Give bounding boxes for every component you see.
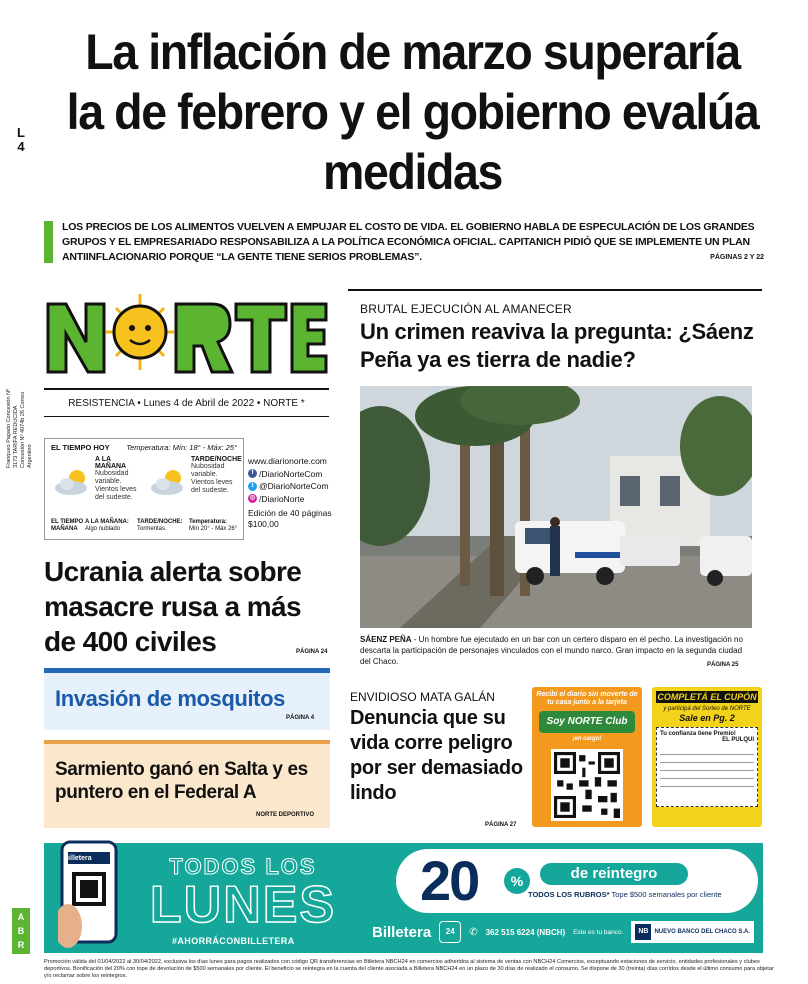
- tomorrow-temp-label: Temperatura:: [189, 519, 227, 525]
- coupon-text: Tu confianza tiene Premio!: [660, 731, 736, 737]
- morning-desc: Nubosidad variable. Vientos leves del sudeste.: [95, 470, 137, 501]
- main-headline[interactable]: La inflación de marzo superaría la de febrero y el gobierno evalúa medidas: [66, 24, 759, 200]
- tomorrow-morning-label: A LA MAÑANA:: [85, 519, 129, 525]
- tomorrow-evening-label: TARDE/NOCHE:: [137, 519, 183, 525]
- qr-code-icon[interactable]: [551, 749, 623, 821]
- tomorrow-evening: Tormentas.: [137, 526, 167, 532]
- banner-rubros: [528, 890, 722, 899]
- weather-title: EL TIEMPO HOY: [51, 443, 110, 452]
- postal-permit: Franqueo Pagado Concesión Nº 3173 TARIFA REDUCIDA Concesión Nº 4074b 26 Correo Argentino: [6, 388, 33, 468]
- club-promo[interactable]: [532, 687, 642, 827]
- edition-letter: L 4: [17, 125, 25, 154]
- coupon-line: [660, 779, 754, 787]
- tomorrow-temp: Mín 20° - Máx 26°: [189, 526, 238, 532]
- crime-kicker: BRUTAL EJECUCIÓN AL AMANECER: [360, 302, 572, 316]
- date-line: RESISTENCIA • Lunes 4 de Abril de 2022 • NORTE *: [44, 388, 329, 417]
- subhead-pages: PÁGINAS 2 Y 22: [710, 254, 764, 261]
- coupon-line: [660, 771, 754, 779]
- caption-text: - Un hombre fue ejecutado en un bar con un certero disparo en el pecho. La investigación no descarta la participación de personajes vinculados con el mundo narco. Gran impacto en la segunda ciudad del Chaco.: [360, 635, 743, 666]
- coupon-promo[interactable]: [652, 687, 762, 827]
- weather-temps: Temperatura: Mín: 18° - Máx: 25°: [126, 443, 237, 452]
- bank-slogan: Este es tu banco.: [573, 928, 624, 936]
- rubros-text: Tope $500 semanales por cliente: [609, 890, 722, 899]
- coupon-brand: EL PULQUI: [722, 737, 754, 743]
- weather-morning: [49, 456, 143, 502]
- instagram-icon: ◎: [249, 495, 256, 502]
- weather-evening: [145, 456, 242, 495]
- billetera-label: Billetera: [372, 923, 432, 941]
- legal-text: Promoción válida del 01/04/2022 al 30/04/2022, exclusiva los días lunes para pagos realizados con código QR transferencias en Billetera NBCH24 en comercios adheridos al sistema de ventas con NBCH24 Comercios, exceptuando estaciones de servicio, entidades profesionales y clubes deportivos. Bonificación del 20% con tope de devolución de $500 semanales por cliente. El beneficio se reintegra en la cuenta del cliente asociada a Billetera NBCH24 en un plazo de 30 días de realizado el consumo. Se dispone de 30 (treinta) días corridos desde el último consumo para objetar y/o reclamar sobre los reintegros.: [44, 959, 774, 979]
- banner-lunes: LUNES: [149, 876, 337, 934]
- banner-percent-number: 20: [420, 849, 479, 912]
- sarmiento-headline[interactable]: Sarmiento ganó en Salta y es puntero en el Federal A: [55, 759, 308, 803]
- crime-caption: [360, 634, 752, 667]
- tomorrow-morning: Algo nublado: [85, 526, 121, 532]
- edition-info: Edición de 40 páginas $100,00: [248, 508, 332, 529]
- coupon-line: [660, 763, 754, 771]
- club-logo: Soy NORTE Club: [539, 711, 635, 733]
- mosquitos-page: PÁGINA 4: [286, 715, 315, 721]
- club-promo-text: Recibí el diario sin moverte de tu casa junto a la tarjeta: [536, 691, 638, 706]
- morning-label: A LA MAÑANA: [95, 456, 127, 470]
- percent-badge: %: [504, 868, 530, 894]
- galan-kicker: ENVIDIOSO MATA GALÁN: [350, 690, 495, 704]
- coupon-line: [660, 747, 754, 755]
- crime-page: PÁGINA 25: [707, 662, 739, 668]
- month-tag: A B R: [12, 908, 30, 954]
- evening-label: TARDE/NOCHE: [191, 456, 242, 463]
- tomorrow-title: EL TIEMPO MAÑANA: [51, 519, 84, 532]
- mosquitos-headline[interactable]: Invasión de mosquitos: [55, 686, 285, 711]
- instagram-handle: /DiarioNorte: [259, 493, 305, 504]
- caption-place: SÁENZ PEÑA: [360, 635, 412, 644]
- facebook-icon: f: [248, 469, 257, 478]
- partly-cloudy-icon: [149, 468, 189, 496]
- reintegro-label: de reintegro: [540, 863, 688, 885]
- ucrania-page: PÁGINA 24: [296, 649, 328, 655]
- coupon-line: [660, 755, 754, 763]
- twitter-icon: t: [248, 482, 257, 491]
- coupon-sub: y participá del Sorteo de NORTE: [663, 706, 751, 712]
- nbch24-icon: 24: [439, 921, 461, 943]
- facebook-handle: /DiarioNorteCom: [259, 468, 323, 479]
- ucrania-headline[interactable]: Ucrania alerta sobre masacre rusa a más de 400 civiles: [44, 556, 302, 657]
- bank-logo: [631, 921, 754, 943]
- coupon-title: COMPLETÁ EL CUPÓN: [657, 692, 757, 702]
- crime-headline[interactable]: Un crimen reaviva la pregunta: ¿Sáenz Peña ya es tierra de nadie?: [360, 319, 754, 372]
- main-subhead: LOS PRECIOS DE LOS ALIMENTOS VUELVEN A EMPUJAR EL COSTO DE VIDA. EL GOBIERNO HABLA DE ESPECULACIÓN DE LOS GRANDES GRUPOS Y EL EMPRESARIADO RESPONSABILIZA A LA POLÍTICA ECONÓMICA OFICIAL. CAPITANICH PIDIÓ QUE SE IMPLEMENTE UN PLAN ANTIINFLACIONARIO PORQUE “LA GENTE TIENE SERIOS PROBLEMAS”.: [62, 221, 755, 263]
- bank-name: NUEVO BANCO DEL CHACO S.A.: [654, 928, 751, 935]
- subhead-accent-bar: [44, 221, 53, 263]
- phone-brand: Billetera: [64, 855, 92, 862]
- banner-footer: [372, 918, 758, 946]
- website-link[interactable]: www.diarionorte.com: [248, 456, 327, 466]
- banner-todos: TODOS LOS: [169, 854, 317, 879]
- whatsapp-icon: ✆: [469, 926, 478, 938]
- coupon-form[interactable]: [656, 727, 758, 807]
- rubros-bold: TODOS LOS RUBROS*: [528, 890, 610, 899]
- evening-desc: Nubosidad variable. Vientos leves del sudeste.: [191, 463, 233, 494]
- norte-logo[interactable]: [44, 290, 329, 376]
- twitter-handle: @DiarioNorteCom: [259, 481, 329, 491]
- galan-headline[interactable]: Denuncia que su vida corre peligro por ser demasiado lindo: [350, 707, 523, 804]
- partly-cloudy-icon: [53, 468, 93, 496]
- weather-tomorrow: [51, 519, 241, 533]
- club-sub: ¡en cargo!: [572, 736, 602, 742]
- galan-page: PÁGINA 27: [485, 822, 517, 828]
- weather-box: [44, 438, 244, 540]
- crime-scene-photo[interactable]: [360, 386, 752, 628]
- social-links: [248, 455, 338, 505]
- bank-mark: NB: [635, 924, 651, 940]
- contact-phone[interactable]: 362 515 6224 (NBCH): [485, 927, 566, 937]
- banner-hashtag: #AHORRÁCONBILLETERA: [172, 936, 295, 946]
- sarmiento-section: NORTE DEPORTIVO: [256, 812, 315, 818]
- coupon-sale: Sale en Pg. 2: [679, 713, 735, 723]
